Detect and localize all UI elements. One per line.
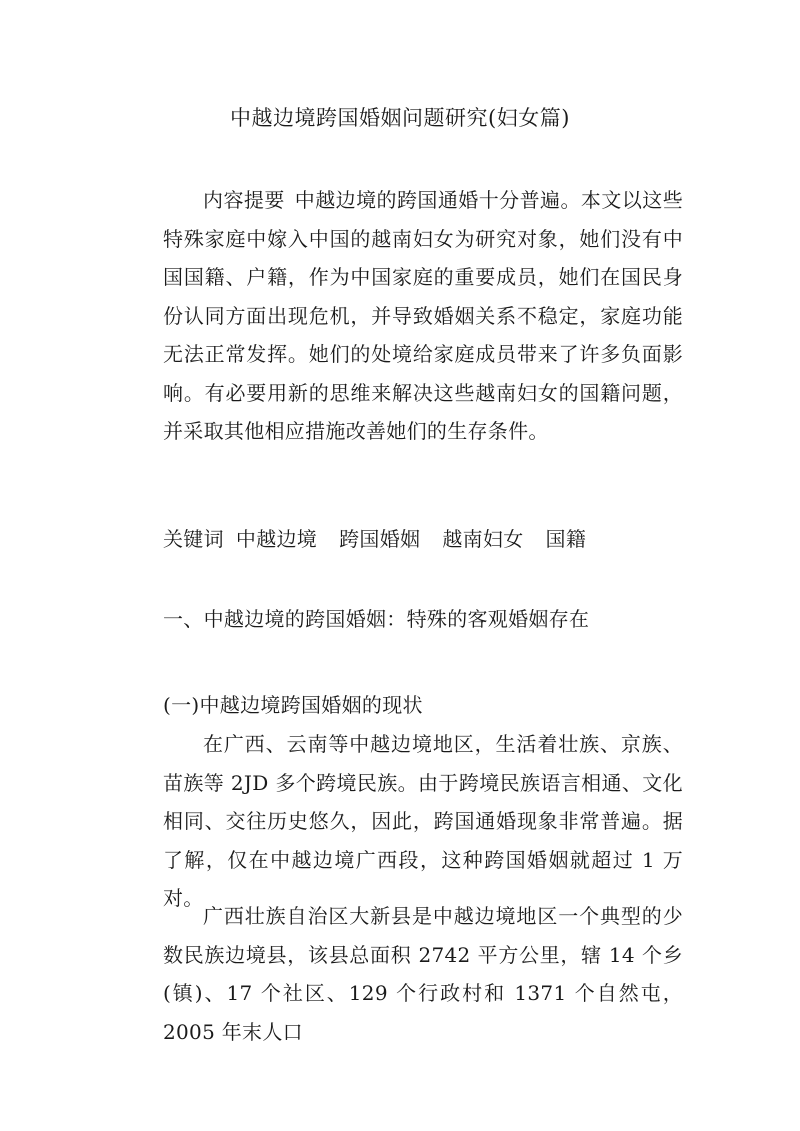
abstract-text: 中越边境的跨国通婚十分普遍。本文以这些特殊家庭中嫁入中国的越南妇女为研究对象，她们没有中国国籍、户籍，作为中国家庭的重要成员，她们在国民身份认同方面出现危机，并导致婚姻关系不稳定，家庭功能无法正常发挥。她们的处境给家庭成员带来了许多负面影响。有必要用新的思维来解决这些越南妇女的国籍问题，并采取其他相应措施改善她们的生存条件。 [163, 188, 683, 443]
subsection-heading: (一)中越边境跨国婚姻的现状 [163, 693, 423, 717]
section-heading: 一、中越边境的跨国婚姻：特殊的客观婚姻存在 [163, 607, 590, 631]
document-title: 中越边境跨国婚姻问题研究(妇女篇) [230, 106, 570, 130]
keyword-item: 中越边境 [235, 527, 318, 551]
abstract-paragraph [163, 181, 683, 451]
keyword-item: 跨国婚姻 [339, 527, 421, 551]
keywords-line [163, 520, 683, 559]
keywords-label: 关键词 [163, 527, 224, 551]
body-paragraph: 在广西、云南等中越边境地区，生活着壮族、京族、苗族等 2JD 多个跨境民族。由于跨境民族语言相通、文化相同、交往历史悠久，因此，跨国通婚现象非常普遍。据了解，仅在中越边境广西段，这种跨国婚姻就超过 1 万对。 [163, 732, 683, 910]
abstract-label: 内容提要 [203, 188, 285, 212]
keyword-item: 国籍 [545, 527, 587, 551]
keyword-item: 越南妇女 [442, 527, 524, 551]
body-paragraph: 广西壮族自治区大新县是中越边境地区一个典型的少数民族边境县，该县总面积 2742 平方公里，辖 14 个乡(镇)、17 个社区、129 个行政村和 1371 个自然屯，2005 年末人口 [163, 904, 683, 1044]
